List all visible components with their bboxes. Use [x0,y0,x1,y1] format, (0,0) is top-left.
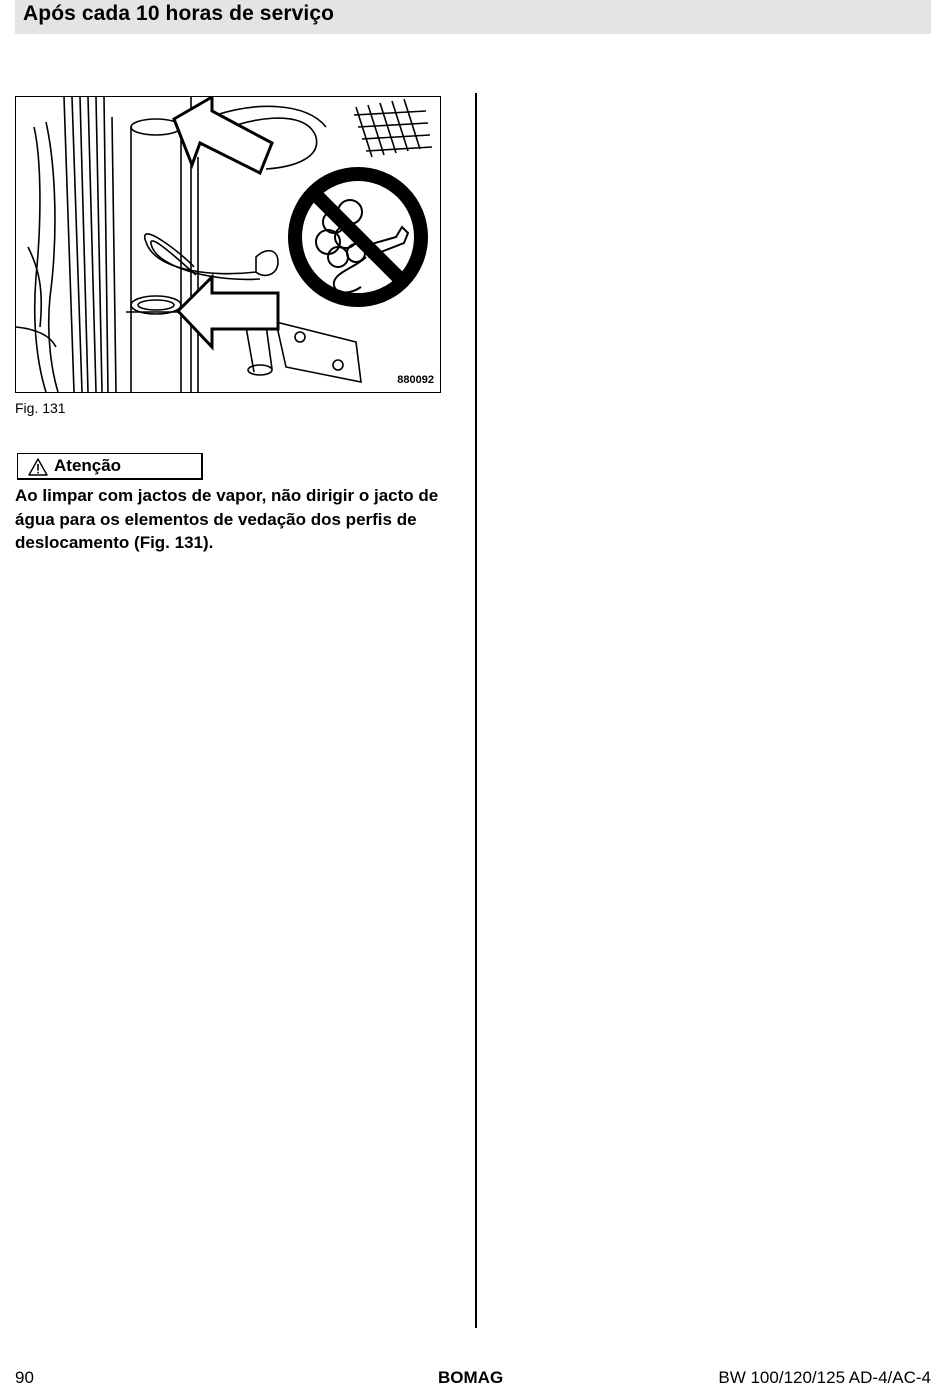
figure-caption: Fig. 131 [15,400,66,416]
footer-model: BW 100/120/125 AD-4/AC-4 [718,1368,931,1387]
figure-id-label: 880092 [397,374,434,386]
column-divider [475,93,477,1328]
footer-brand: BOMAG [438,1368,504,1387]
machine-drawing [16,97,440,392]
section-title: Após cada 10 horas de serviço [23,2,335,25]
section-header [15,0,931,34]
no-steam-jet-sign [295,174,421,300]
warning-text: Ao limpar com jactos de vapor, não dirigir o jacto de água para os elementos de vedação dos perfis de deslocamento (Fig. 131). [15,486,439,552]
figure-illustration [15,96,441,393]
warning-triangle-icon [28,458,48,476]
warning-label: Atenção [54,456,122,475]
page-number: 90 [15,1368,34,1387]
warning-heading-box [17,453,203,480]
